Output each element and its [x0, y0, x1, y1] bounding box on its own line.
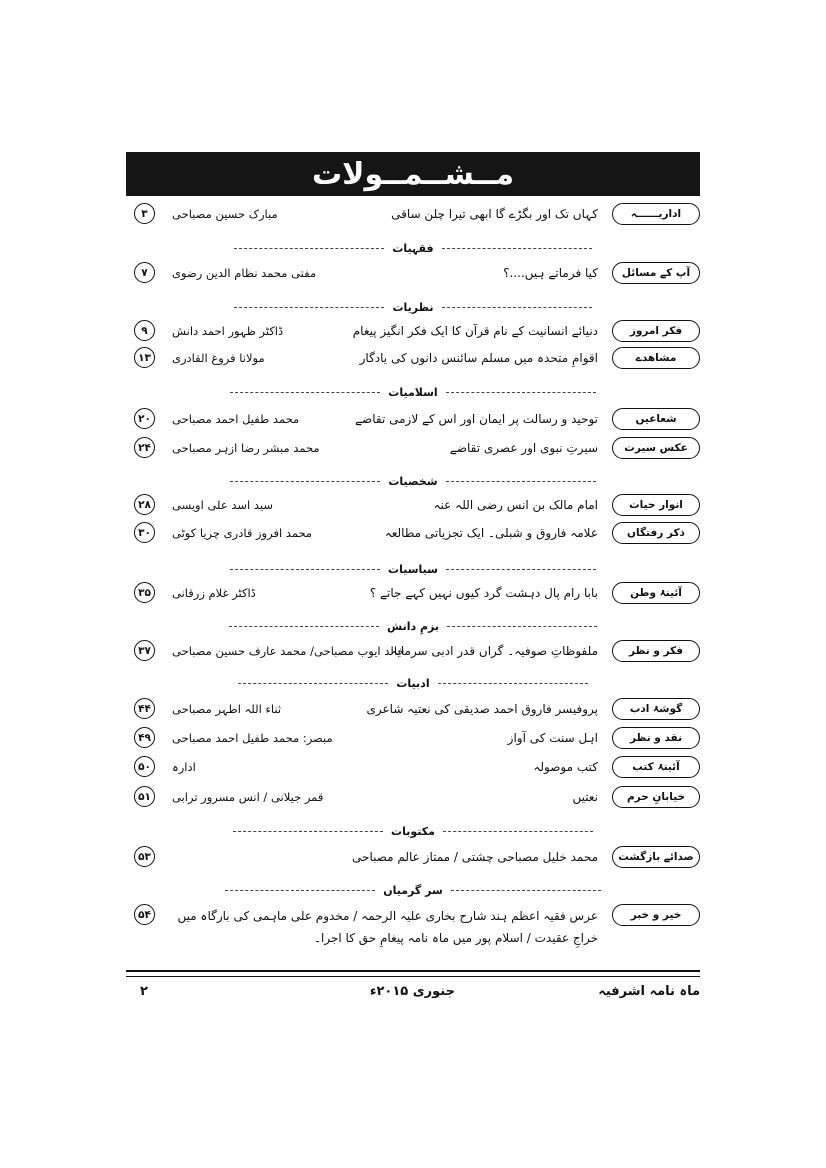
section-divider	[126, 473, 700, 489]
article-title[interactable]: علامہ فاروق و شبلی۔ ایک تجزیاتی مطالعہ	[384, 526, 598, 540]
category-badge: صدائے بازگشت	[612, 846, 700, 868]
footer-page-number: ۲	[140, 984, 148, 999]
page-number-badge: ۵۴	[134, 904, 155, 925]
article-title[interactable]: ملفوظاتِ صوفیہ۔ گراں قدر ادبی سرمایہ	[390, 644, 598, 658]
article-author: مبارک حسین مصباحی	[172, 207, 278, 221]
page-title: مــشــمــولات	[126, 152, 700, 196]
section-label: شخصیات	[388, 474, 438, 488]
section-divider	[126, 561, 700, 577]
page-number-badge: ۹	[134, 320, 155, 341]
article-author: محمد طفیل احمد مصباحی	[172, 412, 300, 426]
toc-row[interactable]	[134, 347, 700, 371]
page-number-badge: ۳۷	[134, 640, 155, 661]
section-label: نظریات	[392, 300, 434, 314]
article-author: سید اسد علی اویسی	[172, 498, 274, 512]
category-badge: آئینۂ کتب	[612, 756, 700, 778]
article-author: محمد افروز قادری چریا کوٹی	[172, 526, 313, 540]
section-label: مکتوبات	[391, 824, 435, 838]
article-title[interactable]: دنیائے انسانیت کے نام قرآن کا ایک فکر انگیز پیغام	[352, 324, 598, 338]
toc-row[interactable]	[134, 203, 700, 227]
article-title[interactable]: پروفیسر فاروق احمد صدیقی کی نعتیہ شاعری	[366, 702, 598, 716]
section-label: سیاسیات	[388, 562, 438, 576]
footer-rule	[126, 970, 700, 972]
section-label: فقہیات	[392, 241, 434, 255]
article-author: ثناء اللہ اطہر مصباحی	[172, 702, 282, 716]
toc-row[interactable]	[134, 904, 700, 956]
section-label: اسلامیات	[388, 385, 438, 399]
article-author: ڈاکٹر غلام زرقانی	[172, 586, 256, 600]
category-badge: گوشۂ ادب	[612, 698, 700, 720]
article-title[interactable]: توحید و رسالت پر ایمان اور اس کے لازمی تقاضے	[355, 412, 598, 426]
article-title[interactable]: بابا رام پال دہشت گرد کیوں نہیں کہے جاتے ؟	[369, 586, 598, 600]
category-badge: فکر و نظر	[612, 640, 700, 662]
section-divider	[126, 675, 700, 691]
section-label: ادبیات	[396, 676, 430, 690]
toc-row[interactable]	[134, 756, 700, 780]
section-label: سر گرمیاں	[383, 883, 443, 897]
category-badge: آپ کے مسائل	[612, 262, 700, 284]
toc-row[interactable]	[134, 582, 700, 606]
article-author: قمر جیلانی / انس مسرور ترابی	[172, 790, 324, 804]
toc-row[interactable]	[134, 698, 700, 722]
page-number-badge: ۴۹	[134, 727, 155, 748]
toc-row[interactable]	[134, 846, 700, 870]
page-number-badge: ۴۴	[134, 698, 155, 719]
toc-row[interactable]	[134, 727, 700, 751]
article-title[interactable]: اہل سنت کی آواز	[507, 731, 598, 745]
article-title[interactable]: اقوامِ متحدہ میں مسلم سائنس دانوں کی یادگار	[359, 351, 598, 365]
toc-row[interactable]	[134, 786, 700, 810]
section-divider	[126, 618, 700, 634]
page-number-badge: ۳۰	[134, 522, 155, 543]
section-label: بزمِ دانش	[387, 619, 439, 633]
article-author: ادارہ	[172, 760, 196, 774]
issue-date: جنوری ۲۰۱۵ء	[369, 984, 455, 999]
article-title[interactable]: امام مالک بن انس رضی اللہ عنہ	[433, 498, 598, 512]
category-badge: خیر و خبر	[612, 904, 700, 926]
section-divider	[126, 882, 700, 898]
category-badge: عکس سیرت	[612, 437, 700, 459]
category-badge: نقد و نظر	[612, 727, 700, 749]
article-title[interactable]: کیا فرماتے ہیں....؟	[503, 266, 598, 280]
page-number-badge: ۲۸	[134, 494, 155, 515]
category-badge: اداریــــــہ	[612, 203, 700, 225]
page-number-badge: ۲۰	[134, 408, 155, 429]
category-badge: ذکر رفتگاں	[612, 522, 700, 544]
category-badge: خیابانِ حرم	[612, 786, 700, 808]
article-author: ڈاکٹر ظہور احمد دانش	[172, 324, 284, 338]
page-number-badge: ۵۰	[134, 756, 155, 777]
page-number-badge: ۵۳	[134, 846, 155, 867]
toc-row[interactable]	[134, 640, 700, 664]
page-number-badge: ۳۵	[134, 582, 155, 603]
footer-rule-thin	[126, 976, 700, 977]
article-author: مبصر: محمد طفیل احمد مصباحی	[172, 731, 333, 745]
section-divider	[126, 823, 700, 839]
article-title[interactable]: سیرتِ نبوی اور عصری تقاضے	[449, 441, 598, 455]
section-divider	[126, 299, 700, 315]
article-author: محمد مبشر رضا ازہر مصباحی	[172, 441, 320, 455]
page-number-badge: ۱۳	[134, 347, 155, 368]
article-title[interactable]: محمد خلیل مصباحی چشتی / ممتاز عالم مصباحی	[352, 850, 598, 864]
magazine-name: ماہ نامہ اشرفیہ	[598, 984, 700, 999]
category-badge: شعاعیں	[612, 408, 700, 430]
page-footer	[126, 984, 700, 1006]
page-number-badge: ۵۱	[134, 786, 155, 807]
article-title[interactable]: عرس فقیہ اعظم ہند شارح بخاری علیہ الرحمہ / مخدوم علی ماہمی کی بارگاہ میں خراجِ عقیدت / اسلام پور میں ماہ نامہ پیغامِ حق کا اجرا۔	[177, 909, 598, 945]
article-author: مولانا فروغ القادری	[172, 351, 265, 365]
toc-row[interactable]	[134, 262, 700, 286]
toc-row[interactable]	[134, 494, 700, 518]
category-badge: فکر امروز	[612, 320, 700, 342]
category-badge: انوار حیات	[612, 494, 700, 516]
article-title[interactable]: کہاں تک اور بگڑے گا ابھی تیرا چلن ساقی	[391, 207, 598, 221]
toc-row[interactable]	[134, 320, 700, 344]
toc-row[interactable]	[134, 408, 700, 432]
article-author: خالد ایوب مصباحی/ محمد عارف حسین مصباحی	[172, 644, 405, 658]
page-number-badge: ۲۴	[134, 437, 155, 458]
section-divider	[126, 384, 700, 400]
page-number-badge: ۷	[134, 262, 155, 283]
toc-row[interactable]	[134, 437, 700, 461]
toc-row[interactable]	[134, 522, 700, 546]
article-title[interactable]: نعتیں	[572, 790, 598, 804]
page-number-badge: ۳	[134, 203, 155, 224]
section-divider	[126, 240, 700, 256]
category-badge: مشاهدے	[612, 347, 700, 369]
article-author: مفتی محمد نظام الدین رضوی	[172, 266, 317, 280]
article-title[interactable]: کتب موصولہ	[533, 760, 598, 774]
category-badge: آئینۂ وطن	[612, 582, 700, 604]
